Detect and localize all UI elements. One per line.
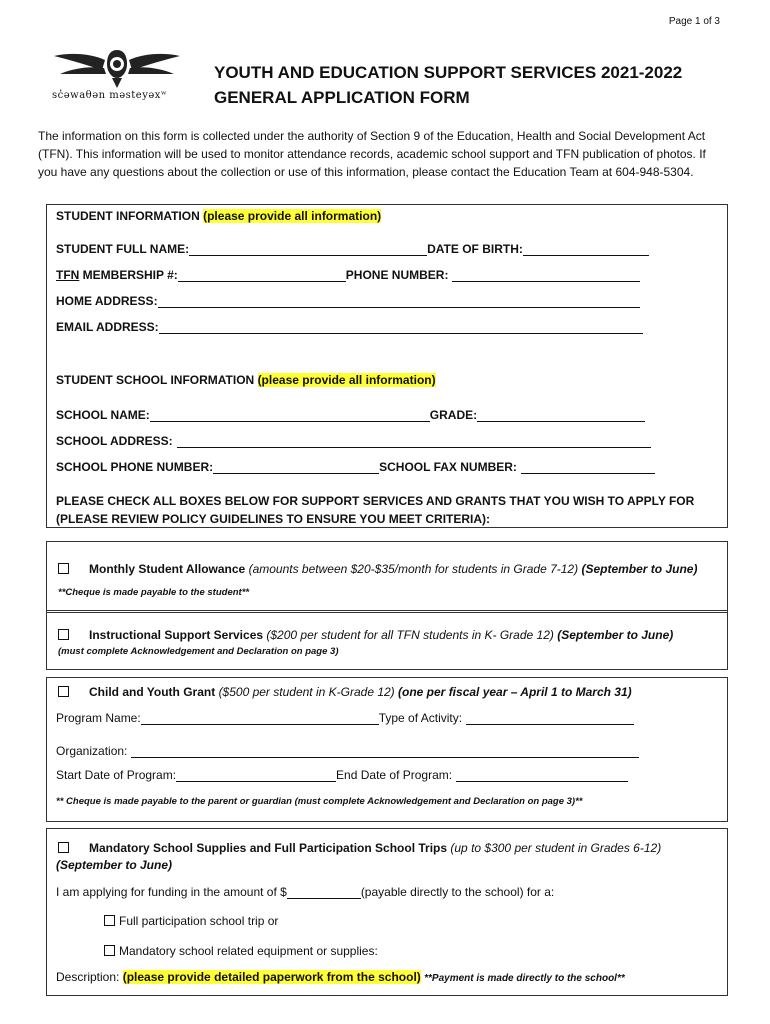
instructional-note: (must complete Acknowledgement and Declaration on page 3) <box>58 646 339 657</box>
activity-field[interactable] <box>466 712 634 725</box>
dob-label: DATE OF BIRTH: <box>427 242 523 256</box>
school-supplies-label: Mandatory School Supplies and Full Participation School Trips <box>89 841 448 855</box>
youth-grant-label: Child and Youth Grant <box>89 685 216 699</box>
school-info-heading: STUDENT SCHOOL INFORMATION (please provide all information) <box>56 373 436 387</box>
start-date-field[interactable] <box>176 769 336 782</box>
monthly-allowance-checkbox[interactable] <box>58 563 69 574</box>
program-name-label: Program Name: <box>56 711 141 725</box>
instructional-support-label: Instructional Support Services <box>89 628 264 642</box>
equipment-label: Mandatory school related equipment or supplies: <box>119 944 378 958</box>
email-field[interactable] <box>159 321 643 334</box>
school-name-label: SCHOOL NAME: <box>56 408 150 422</box>
home-address-label: HOME ADDRESS: <box>56 294 158 308</box>
payment-note: **Payment is made directly to the school** <box>424 973 625 984</box>
grade-label: GRADE: <box>429 408 478 422</box>
end-date-label: End Date of Program: <box>336 768 453 782</box>
school-phone-label: SCHOOL PHONE NUMBER: <box>56 460 214 474</box>
description-note: (please provide detailed paperwork from the school) <box>122 970 421 984</box>
funding-amount-field[interactable] <box>287 886 361 899</box>
full-name-field[interactable] <box>189 243 427 256</box>
school-address-label: SCHOOL ADDRESS: <box>56 434 173 448</box>
page-number: Page 1 of 3 <box>668 16 720 27</box>
organization-label: Organization: <box>56 744 128 758</box>
phone-label: PHONE NUMBER: <box>345 268 449 282</box>
page-title: YOUTH AND EDUCATION SUPPORT SERVICES 2021-2022 GENERAL APPLICATION FORM <box>214 63 683 107</box>
school-address-field[interactable] <box>177 435 651 448</box>
school-fax-field[interactable] <box>521 461 655 474</box>
school-trip-checkbox[interactable] <box>104 915 115 926</box>
school-phone-field[interactable] <box>213 461 379 474</box>
funding-amount-label: I am applying for funding in the amount of $ <box>56 885 287 899</box>
tfn-membership-label: MEMBERSHIP #: <box>79 268 178 282</box>
end-date-field[interactable] <box>456 769 628 782</box>
description-label: Description: <box>56 970 120 984</box>
policy-guidelines-instruction: (PLEASE REVIEW POLICY GUIDELINES TO ENSURE YOU MEET CRITERIA): <box>56 512 491 526</box>
school-trip-label: Full participation school trip or <box>119 914 279 928</box>
email-label: EMAIL ADDRESS: <box>56 320 159 334</box>
start-date-label: Start Date of Program: <box>56 768 177 782</box>
supplies-period: (September to June) <box>56 858 173 872</box>
grade-field[interactable] <box>477 409 645 422</box>
youth-grant-note: ** Cheque is made payable to the parent or guardian (must complete Acknowledgement and Declaration on page 3)** <box>56 796 583 807</box>
check-boxes-instruction: PLEASE CHECK ALL BOXES BELOW FOR SUPPORT SERVICES AND GRANTS THAT YOU WISH TO APPLY FOR <box>56 494 695 508</box>
organization-field[interactable] <box>131 745 639 758</box>
dob-field[interactable] <box>523 243 649 256</box>
student-info-heading: STUDENT INFORMATION (please provide all information) <box>56 209 382 223</box>
school-supplies-checkbox[interactable] <box>58 842 69 853</box>
allowance-note: **Cheque is made payable to the student** <box>58 587 250 598</box>
equipment-checkbox[interactable] <box>104 945 115 956</box>
logo-wordmark: sc̓əwaθən məsteyəxʷ <box>52 90 168 101</box>
intro-paragraph: The information on this form is collected under the authority of Section 9 of the Education, Health and Social Development Act (TFN). This information will be used to monitor attendance records, academic school support and TFN publication of photos. If you have any questions about the collection or use of this information, please contact the Education Team at 604-948-5304. <box>38 129 706 179</box>
home-address-field[interactable] <box>158 295 640 308</box>
monthly-allowance-section <box>46 541 728 613</box>
program-name-field[interactable] <box>141 712 379 725</box>
youth-grant-checkbox[interactable] <box>58 686 69 697</box>
phone-field[interactable] <box>452 269 640 282</box>
instructional-support-checkbox[interactable] <box>58 629 69 640</box>
full-name-label: STUDENT FULL NAME: <box>56 242 190 256</box>
activity-label: Type of Activity: <box>378 711 463 725</box>
monthly-allowance-label: Monthly Student Allowance <box>89 562 246 576</box>
school-name-field[interactable] <box>150 409 430 422</box>
school-fax-label: SCHOOL FAX NUMBER: <box>379 460 517 474</box>
tfn-membership-field[interactable] <box>178 269 346 282</box>
